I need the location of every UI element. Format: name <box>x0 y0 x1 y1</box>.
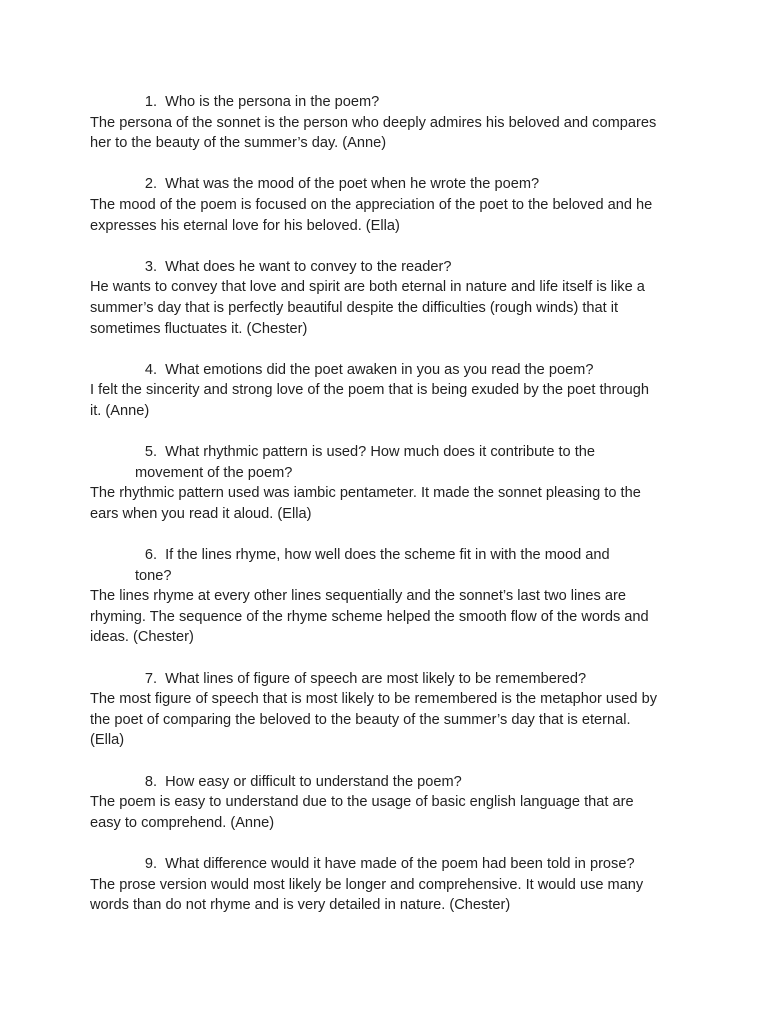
question-number: 6. <box>144 547 157 564</box>
qa-item-6 <box>90 545 690 648</box>
answer <box>90 689 690 751</box>
answer <box>90 380 690 421</box>
answer-line: The persona of the sonnet is the person who deeply admires his beloved and compares <box>90 114 657 131</box>
question <box>90 545 690 566</box>
question <box>90 669 690 690</box>
answer-line: (Ella) <box>90 732 125 749</box>
answer-line: expresses his eternal love for his beloved. (Ella) <box>90 217 400 234</box>
answer-line: The rhythmic pattern used was iambic pentameter. It made the sonnet pleasing to the <box>90 485 641 502</box>
answer-line: sometimes fluctuates it. (Chester) <box>90 320 308 337</box>
question-number: 3. <box>144 258 157 275</box>
answer-line: The mood of the poem is focused on the appreciation of the poet to the beloved and he <box>90 196 653 213</box>
answer-line: The poem is easy to understand due to the usage of basic english language that are <box>90 794 634 811</box>
answer-line: it. (Anne) <box>90 402 150 419</box>
answer-line: I felt the sincerity and strong love of the poem that is being exuded by the poet through <box>90 382 649 399</box>
answer <box>90 586 690 648</box>
question-continuation: tone? <box>135 567 172 584</box>
question-text: What lines of figure of speech are most likely to be remembered? <box>165 670 587 687</box>
answer-line: ears when you read it aloud. (Ella) <box>90 505 312 522</box>
answer <box>90 792 690 833</box>
answer <box>90 483 690 524</box>
question <box>90 772 690 793</box>
qa-item-3 <box>90 257 690 339</box>
answer-line: easy to comprehend. (Anne) <box>90 814 275 831</box>
question <box>90 360 690 381</box>
qa-item-7 <box>90 669 690 751</box>
qa-item-8 <box>90 772 690 834</box>
qa-item-9 <box>90 854 690 916</box>
question-continuation: movement of the poem? <box>135 464 293 481</box>
answer-line: her to the beauty of the summer’s day. (Anne) <box>90 135 387 152</box>
document-page <box>90 92 690 936</box>
question-text: How easy or difficult to understand the poem? <box>165 773 462 790</box>
answer <box>90 875 690 916</box>
question-number: 9. <box>144 855 157 872</box>
question-number: 4. <box>144 361 157 378</box>
qa-item-1 <box>90 92 690 154</box>
answer-line: The lines rhyme at every other lines sequentially and the sonnet’s last two lines are <box>90 588 626 605</box>
question-text: What emotions did the poet awaken in you as you read the poem? <box>165 361 594 378</box>
qa-item-4 <box>90 360 690 422</box>
question <box>90 257 690 278</box>
question-text: What difference would it have made of the poem had been told in prose? <box>165 855 635 872</box>
answer <box>90 195 690 236</box>
question-text: What does he want to convey to the reader? <box>165 258 452 275</box>
answer-line: rhyming. The sequence of the rhyme scheme helped the smooth flow of the words and <box>90 608 649 625</box>
question-text: If the lines rhyme, how well does the scheme fit in with the mood and <box>165 547 610 564</box>
answer-line: ideas. (Chester) <box>90 629 194 646</box>
answer-line: The most figure of speech that is most likely to be remembered is the metaphor used by <box>90 691 657 708</box>
answer-line: the poet of comparing the beloved to the beauty of the summer’s day that is eternal. <box>90 711 631 728</box>
qa-item-5 <box>90 442 690 524</box>
question-number: 7. <box>144 670 157 687</box>
question <box>90 442 690 463</box>
question-number: 1. <box>144 94 157 110</box>
answer-line: summer’s day that is perfectly beautiful despite the difficulties (rough winds) that it <box>90 299 619 316</box>
answer <box>90 113 690 154</box>
answer-line: words than do not rhyme and is very detailed in nature. (Chester) <box>90 897 511 914</box>
answer-line: He wants to convey that love and spirit are both eternal in nature and life itself is like a <box>90 279 645 296</box>
answer-line: The prose version would most likely be longer and comprehensive. It would use many <box>90 876 644 893</box>
qa-item-2 <box>90 174 690 236</box>
question <box>90 174 690 195</box>
answer <box>90 277 690 339</box>
question-text: Who is the persona in the poem? <box>165 94 380 110</box>
question-text: What was the mood of the poet when he wrote the poem? <box>165 176 540 193</box>
question-number: 2. <box>144 176 157 193</box>
question-number: 8. <box>144 773 157 790</box>
question <box>90 854 690 875</box>
question-text: What rhythmic pattern is used? How much does it contribute to the <box>165 444 596 461</box>
question <box>90 92 690 113</box>
question-number: 5. <box>144 444 157 461</box>
